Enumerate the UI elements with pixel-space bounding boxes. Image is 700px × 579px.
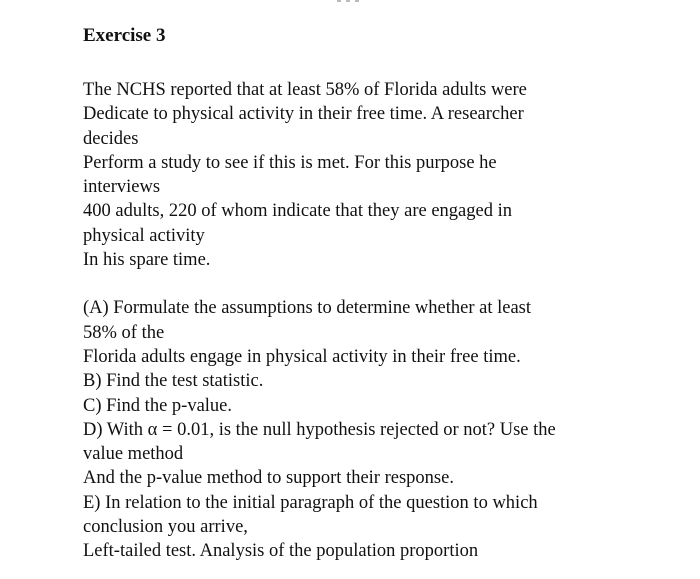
intro-line: Perform a study to see if this is met. For this purpose he [83,152,497,173]
intro-line: interviews [83,177,161,198]
question-line: E) In relation to the initial paragraph of the question to which [83,492,538,513]
intro-line: Dedicate to physical activity in their free time. A researcher [83,104,524,125]
question-line: B) Find the test statistic. [83,371,264,392]
question-line: Left-tailed test. Analysis of the population proportion [83,541,479,562]
question-line: value method [83,444,184,465]
intro-line: The NCHS reported that at least 58% of Florida adults were [83,80,527,100]
paragraph-spacer [83,272,683,296]
question-line: Florida adults engage in physical activity in their free time. [83,346,521,367]
question-line: C) Find the p-value. [83,395,233,416]
question-line: (A) Formulate the assumptions to determine whether at least [83,298,531,319]
intro-line: physical activity [83,225,205,246]
question-line: conclusion you arrive, [83,517,248,538]
question-line: 58% of the [83,322,165,343]
intro-line: In his spare time. [83,250,211,271]
questions-paragraph [83,296,683,563]
page-edge-mark [337,0,359,4]
intro-line: 400 adults, 220 of whom indicate that they are engaged in [83,201,512,222]
exercise-document [83,24,683,564]
intro-paragraph [83,78,683,272]
intro-line: decides [83,128,139,149]
exercise-title: Exercise 3 [83,25,166,46]
question-line: And the p-value method to support their response. [83,468,454,489]
question-line: D) With α = 0.01, is the null hypothesis rejected or not? Use the [83,419,556,440]
